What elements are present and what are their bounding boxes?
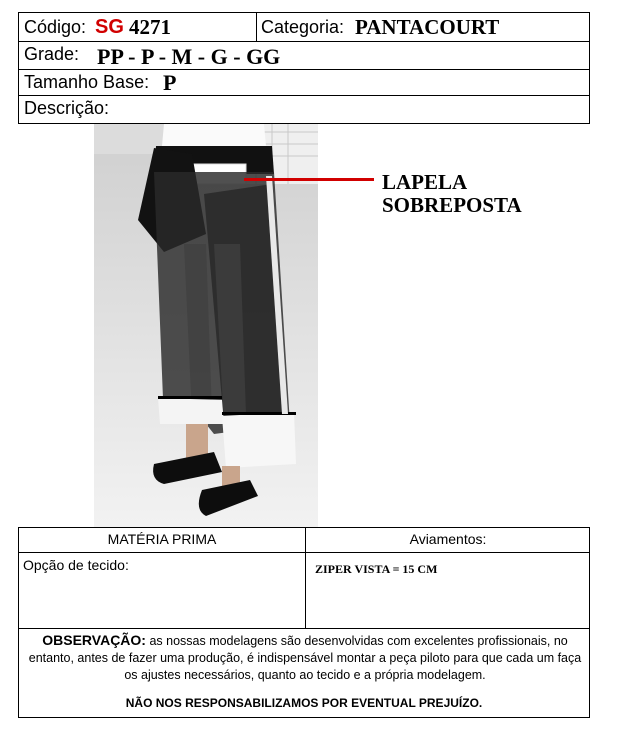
aviamentos-value: ZIPER VISTA = 15 CM [315,562,438,576]
categoria-value: PANTACOURT [355,15,500,39]
table-column-divider [305,528,306,628]
table-header-row [19,528,589,553]
observacao-label: OBSERVAÇÃO: [42,632,146,648]
header-row-descricao [19,95,589,123]
header-row-grade [19,41,589,70]
callout-line1: LAPELA [382,170,468,194]
header-row-tamanho [19,69,589,96]
observacao-text: as nossas modelagens são desenvolvidas com excelentes profissionais, no entanto, antes de fazer uma produção, é indispensável montar a peça piloto para que cada um faça os ajustes necessários, quanto ao tecido e a própria modelagem. [28,634,582,682]
materials-table [18,527,590,718]
codigo-number: 4271 [129,15,171,39]
descricao-label: Descrição: [24,98,110,118]
tamanho-value: P [163,70,177,95]
grade-value: PP - P - M - G - GG [97,44,281,69]
observacao-paragraph [27,632,583,684]
header-divider [256,13,257,41]
callout-pointer-line [244,178,374,181]
grade-label: Grade: [24,44,80,64]
tamanho-label: Tamanho Base: [24,72,150,92]
codigo-prefix: SG [95,16,124,38]
header-row-codigo [19,13,589,42]
header-form [18,12,590,124]
categoria-label: Categoria: [261,17,345,37]
aviamentos-header: Aviamentos: [409,531,487,547]
product-photo [94,124,318,527]
callout-line2: SOBREPOSTA [382,193,522,217]
disclaimer-text: NÃO NOS RESPONSABILIZAMOS POR EVENTUAL PREJUÍZO. [125,696,483,710]
codigo-label: Código: [24,17,87,37]
opcao-tecido-label: Opção de tecido: [23,557,129,573]
materia-prima-header: MATÉRIA PRIMA [107,531,217,547]
callout-label [382,171,522,217]
observacao-section [19,628,589,717]
table-body-row [19,552,589,629]
